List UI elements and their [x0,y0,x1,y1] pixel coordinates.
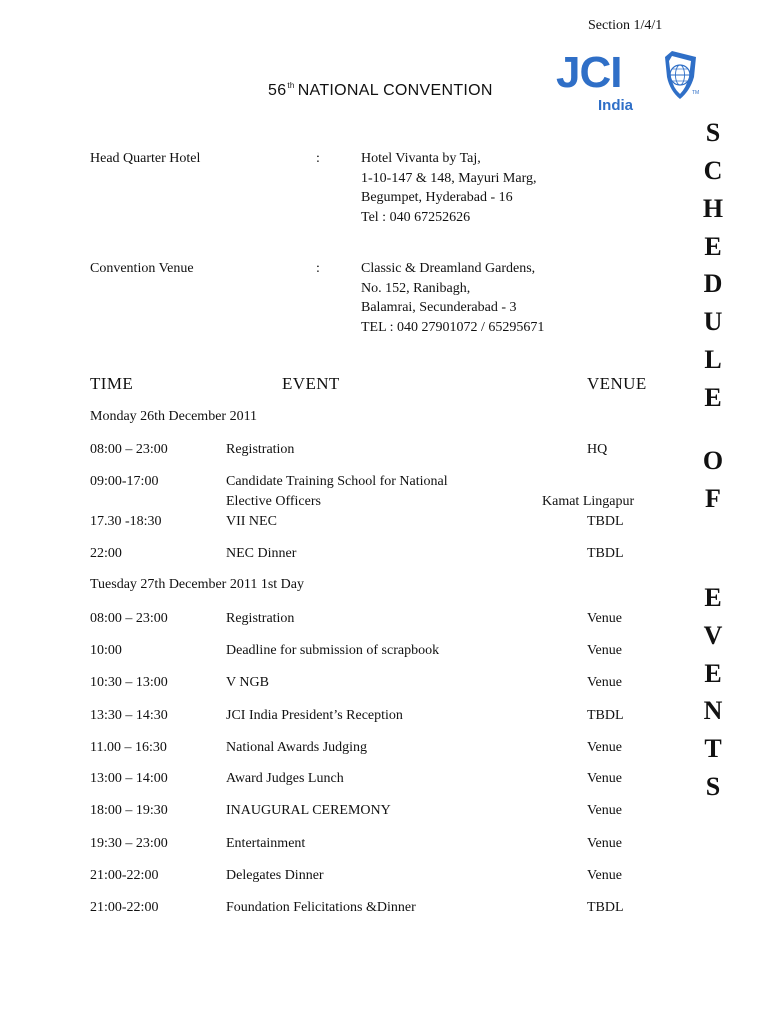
side-letter: U [703,307,723,336]
row-event: National Awards Judging [226,740,368,755]
row-event: Foundation Felicitations &Dinner [226,900,416,915]
side-letter: S [705,772,721,801]
side-letter: C [703,156,723,185]
logo-wordmark: JCI [556,48,622,97]
side-letter: E [704,583,722,612]
row-venue: TBDL [587,708,624,723]
row-venue: Venue [587,836,622,851]
row-venue: TBDL [587,546,624,561]
row-venue: TBDL [587,514,624,529]
row-event: Award Judges Lunch [226,771,344,786]
row-event [226,472,448,512]
jci-logo-mark [556,47,702,115]
day-heading: Monday 26th December 2011 [90,409,258,424]
day-heading: Tuesday 27th December 2011 1st Day [90,577,304,592]
row-venue: TBDL [587,900,624,915]
row-event: Delegates Dinner [226,868,324,883]
row-event: NEC Dinner [226,546,297,561]
row-time: 21:00-22:00 [90,900,159,915]
row-time: 08:00 – 23:00 [90,611,168,626]
convention-venue-address [361,259,544,337]
side-letter: L [704,345,722,374]
row-event: V NGB [226,675,269,690]
row-time: 22:00 [90,546,122,561]
row-event: JCI India President’s Reception [226,708,403,723]
row-time: 10:00 [90,643,122,658]
row-venue: Venue [587,803,622,818]
address-line: Begumpet, Hyderabad - 16 [361,190,513,206]
address-line: 1-10-147 & 148, Mayuri Marg, [361,170,537,186]
row-time: 10:30 – 13:00 [90,675,168,690]
row-event-line: Candidate Training School for National [226,474,448,489]
side-letter: E [704,659,722,688]
row-event: VII NEC [226,514,277,529]
row-time: 19:30 – 23:00 [90,836,168,851]
side-letter: N [703,696,723,725]
row-time: 13:30 – 14:30 [90,708,168,723]
jci-india-logo [556,47,702,115]
logo-subtitle: India [598,97,634,114]
title-number: 56 [268,82,287,99]
side-letter: D [703,269,723,298]
row-venue: HQ [587,442,608,457]
side-letter: E [704,232,722,261]
row-venue: Venue [587,643,622,658]
row-event: Registration [226,611,295,626]
side-letter: H [702,194,724,223]
address-line: Hotel Vivanta by Taj, [361,151,481,166]
side-letter: E [704,383,722,412]
side-letter: S [705,118,721,147]
row-time: 08:00 – 23:00 [90,442,168,457]
title-text: NATIONAL CONVENTION [297,82,493,99]
hq-hotel-colon: : [316,151,320,166]
row-event-line: Elective Officers [226,494,321,509]
column-header-time: TIME [90,374,134,393]
column-header-venue: VENUE [587,374,647,393]
row-event: INAUGURAL CEREMONY [226,803,391,818]
hq-hotel-label: Head Quarter Hotel [90,151,201,166]
side-letter: V [703,621,723,650]
address-line: Classic & Dreamland Gardens, [361,261,536,276]
convention-venue-colon: : [316,261,320,276]
row-venue: Venue [587,675,622,690]
row-venue: Venue [587,868,622,883]
row-event: Registration [226,442,295,457]
row-event: Entertainment [226,836,306,851]
logo-trademark: TM [692,90,700,96]
row-venue: Kamat Lingapur [542,494,635,509]
row-time: 21:00-22:00 [90,868,159,883]
row-time: 18:00 – 19:30 [90,803,168,818]
address-line: No. 152, Ranibagh, [361,280,471,296]
page-title [268,81,493,100]
side-letter: T [704,734,722,763]
hq-hotel-address [361,149,537,227]
row-venue: Venue [587,611,622,626]
row-time: 13:00 – 14:00 [90,771,168,786]
row-venue: Venue [587,771,622,786]
section-number: Section 1/4/1 [588,18,663,33]
row-venue: Venue [587,740,622,755]
title-superscript: th [287,81,295,90]
address-line: Tel : 040 67252626 [361,209,471,225]
side-letter: O [702,446,724,475]
row-time: 09:00-17:00 [90,474,159,489]
row-time: 11.00 – 16:30 [90,740,167,755]
side-letter: F [705,484,721,513]
address-line: TEL : 040 27901072 / 65295671 [361,319,545,335]
convention-venue-label: Convention Venue [90,261,194,276]
row-time: 17.30 -18:30 [90,514,162,529]
address-line: Balamrai, Secunderabad - 3 [361,300,517,316]
column-header-event: EVENT [282,374,340,393]
row-event: Deadline for submission of scrapbook [226,643,440,658]
